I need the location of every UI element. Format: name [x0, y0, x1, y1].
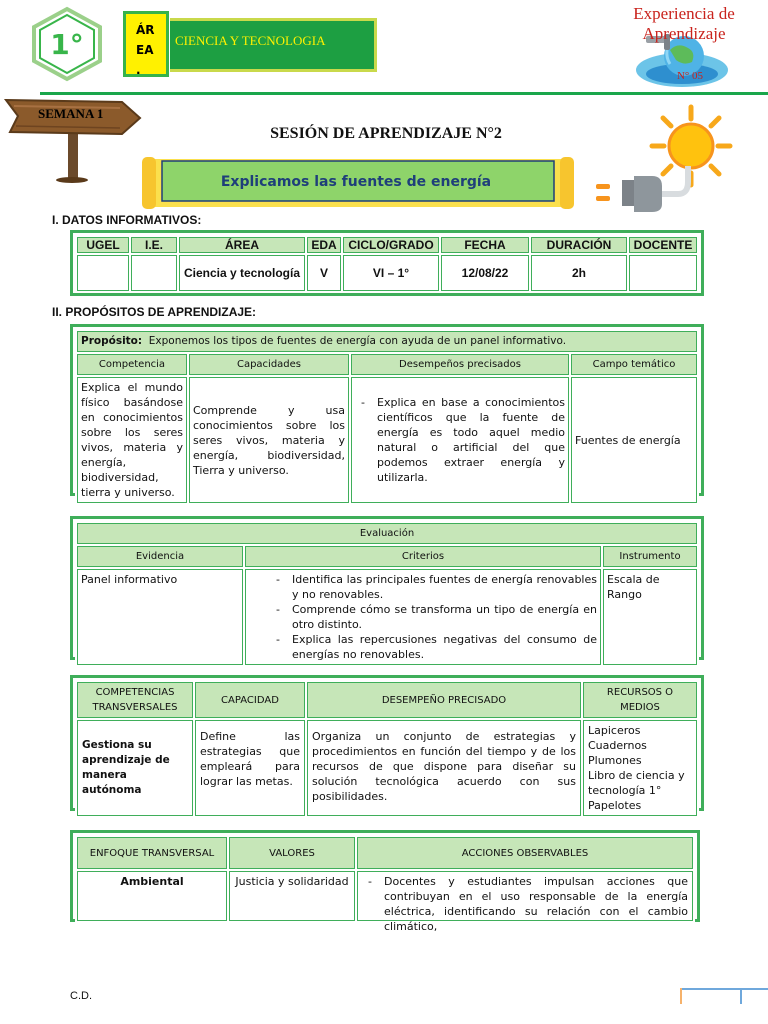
desempeno-text: - Explica en base a conocimientos científicos que la fuente de energía es todo aquel medio natural o artificial del que podemos extraer energía y utilizarla. — [355, 395, 565, 485]
col-header-ugel: UGEL — [77, 237, 129, 253]
transversal-desempeno: Organiza un conjunto de estrategias y procedimientos en función del tiempo y de los recursos de que dispone para diseñar su solución tecnológica acuerdo con sus posibilidades. — [307, 720, 581, 816]
section-2-title: II. PROPÓSITOS DE APRENDIZAJE: — [52, 305, 257, 319]
footer-mark-blue — [740, 988, 742, 1004]
plug-icon — [592, 164, 702, 216]
instrument-text: Escala de Rango — [603, 569, 697, 665]
desempeno-cell — [351, 377, 569, 503]
cell-fecha: 12/08/22 — [441, 255, 529, 291]
recurso-item: Papelotes — [588, 799, 642, 812]
datos-informativos-table — [70, 230, 704, 296]
cell-area: Ciencia y tecnología — [179, 255, 305, 291]
section-1-title: I. DATOS INFORMATIVOS: — [52, 213, 202, 227]
week-label: SEMANA 1 — [38, 106, 104, 121]
col-header-campo: Campo temático — [571, 354, 697, 375]
cell-docente — [629, 255, 697, 291]
session-title: SESIÓN DE APRENDIZAJE N°2 — [270, 125, 502, 142]
experience-number: N° 05 — [676, 70, 704, 82]
recursos-list — [583, 720, 697, 816]
col-header-acciones: ACCIONES OBSERVABLES — [357, 837, 693, 869]
experience-title: Experiencia de Aprendizaje — [633, 4, 735, 43]
col-header-competencia: Competencia — [77, 354, 187, 375]
competencia-text: Explica el mundo físico basándose en conocimientos sobre los seres vivos, materia y energía, biodiversidad, tierra y universo. — [77, 377, 187, 503]
col-header-desempenos: Desempeños precisados — [351, 354, 569, 375]
footer-mark-orange — [680, 988, 682, 1004]
col-header-eda: EDA — [307, 237, 341, 253]
col-header-docente: DOCENTE — [629, 237, 697, 253]
campo-text: Fuentes de energía — [571, 377, 697, 503]
enfoque-transversal-table — [70, 830, 700, 933]
recurso-item: Libro de ciencia y tecnología 1° — [588, 769, 685, 797]
col-header-capacidades: Capacidades — [189, 354, 349, 375]
evidence-text: Panel informativo — [77, 569, 243, 665]
col-header-ie: I.E. — [131, 237, 177, 253]
cell-ie — [131, 255, 177, 291]
area-box-line-3: . — [136, 63, 141, 77]
criteria-item: - Comprende cómo se transforma un tipo de energía en otro distinto. — [270, 602, 597, 632]
transversal-capacidad: Define las estrategias que empleará para lograr las metas. — [195, 720, 305, 816]
evaluation-title: Evaluación — [77, 523, 697, 544]
recurso-item: Plumones — [588, 754, 642, 767]
col-header-area: ÁREA — [179, 237, 305, 253]
area-box — [123, 11, 169, 77]
cell-ugel — [77, 255, 129, 291]
col-header-criterios: Criterios — [245, 546, 601, 567]
col-header-recursos: RECURSOS O MEDIOS — [583, 682, 697, 718]
cell-duracion: 2h — [531, 255, 627, 291]
evaluacion-table — [70, 516, 704, 660]
area-box-line-1: ÁR — [136, 23, 155, 37]
area-box-line-2: EA — [136, 43, 154, 57]
cell-ciclo: VI – 1° — [343, 255, 439, 291]
col-header-enfoque: ENFOQUE TRANSVERSAL — [77, 837, 227, 869]
cell-eda: V — [307, 255, 341, 291]
col-header-valores: VALORES — [229, 837, 355, 869]
competencias-transversales-table — [70, 675, 704, 811]
session-subtitle: Explicamos las fuentes de energía — [220, 174, 492, 190]
footer-cd: C.D. — [70, 990, 92, 1002]
acciones-text: - Docentes y estudiantes impulsan acciones que contribuyan en el uso responsable de la energía eléctrica, identificando su relación con el cambio climático, — [362, 874, 688, 934]
col-header-ciclo: CICLO/GRADO — [343, 237, 439, 253]
enfoque-name: Ambiental — [77, 871, 227, 921]
recurso-item: Cuadernos — [588, 739, 647, 752]
header-divider — [40, 92, 768, 95]
col-header-evidencia: Evidencia — [77, 546, 243, 567]
recurso-item: Lapiceros — [588, 724, 641, 737]
transversal-competencia: Gestiona su aprendizaje de manera autónoma — [77, 720, 193, 816]
acciones-cell — [357, 871, 693, 933]
criteria-item: - Explica las repercusiones negativas del consumo de energías no renovables. — [270, 632, 597, 662]
footer-line — [680, 988, 768, 990]
col-header-comp-transversales: COMPETENCIAS TRANSVERSALES — [77, 682, 193, 718]
enfoque-valores: Justicia y solidaridad — [229, 871, 355, 921]
capacidades-text: Comprende y usa conocimientos sobre los seres vivos, materia y energía, biodiversidad, Tierra y universo. — [189, 377, 349, 503]
criteria-cell — [245, 569, 601, 665]
area-name: CIENCIA Y TECNOLOGIA — [175, 33, 326, 48]
col-header-fecha: FECHA — [441, 237, 529, 253]
purpose-row — [77, 331, 697, 352]
purpose-label: Propósito: — [81, 335, 143, 347]
col-header-capacidad: CAPACIDAD — [195, 682, 305, 718]
purpose-text: Exponemos los tipos de fuentes de energía con ayuda de un panel informativo. — [148, 335, 567, 347]
col-header-desempeno-precisado: DESEMPEÑO PRECISADO — [307, 682, 581, 718]
grade-label: 1° — [50, 27, 84, 61]
col-header-duracion: DURACIÓN — [531, 237, 627, 253]
col-header-instrumento: Instrumento — [603, 546, 697, 567]
propositos-table — [70, 324, 704, 499]
criteria-item: - Identifica las principales fuentes de energía renovables y no renovables. — [270, 572, 597, 602]
